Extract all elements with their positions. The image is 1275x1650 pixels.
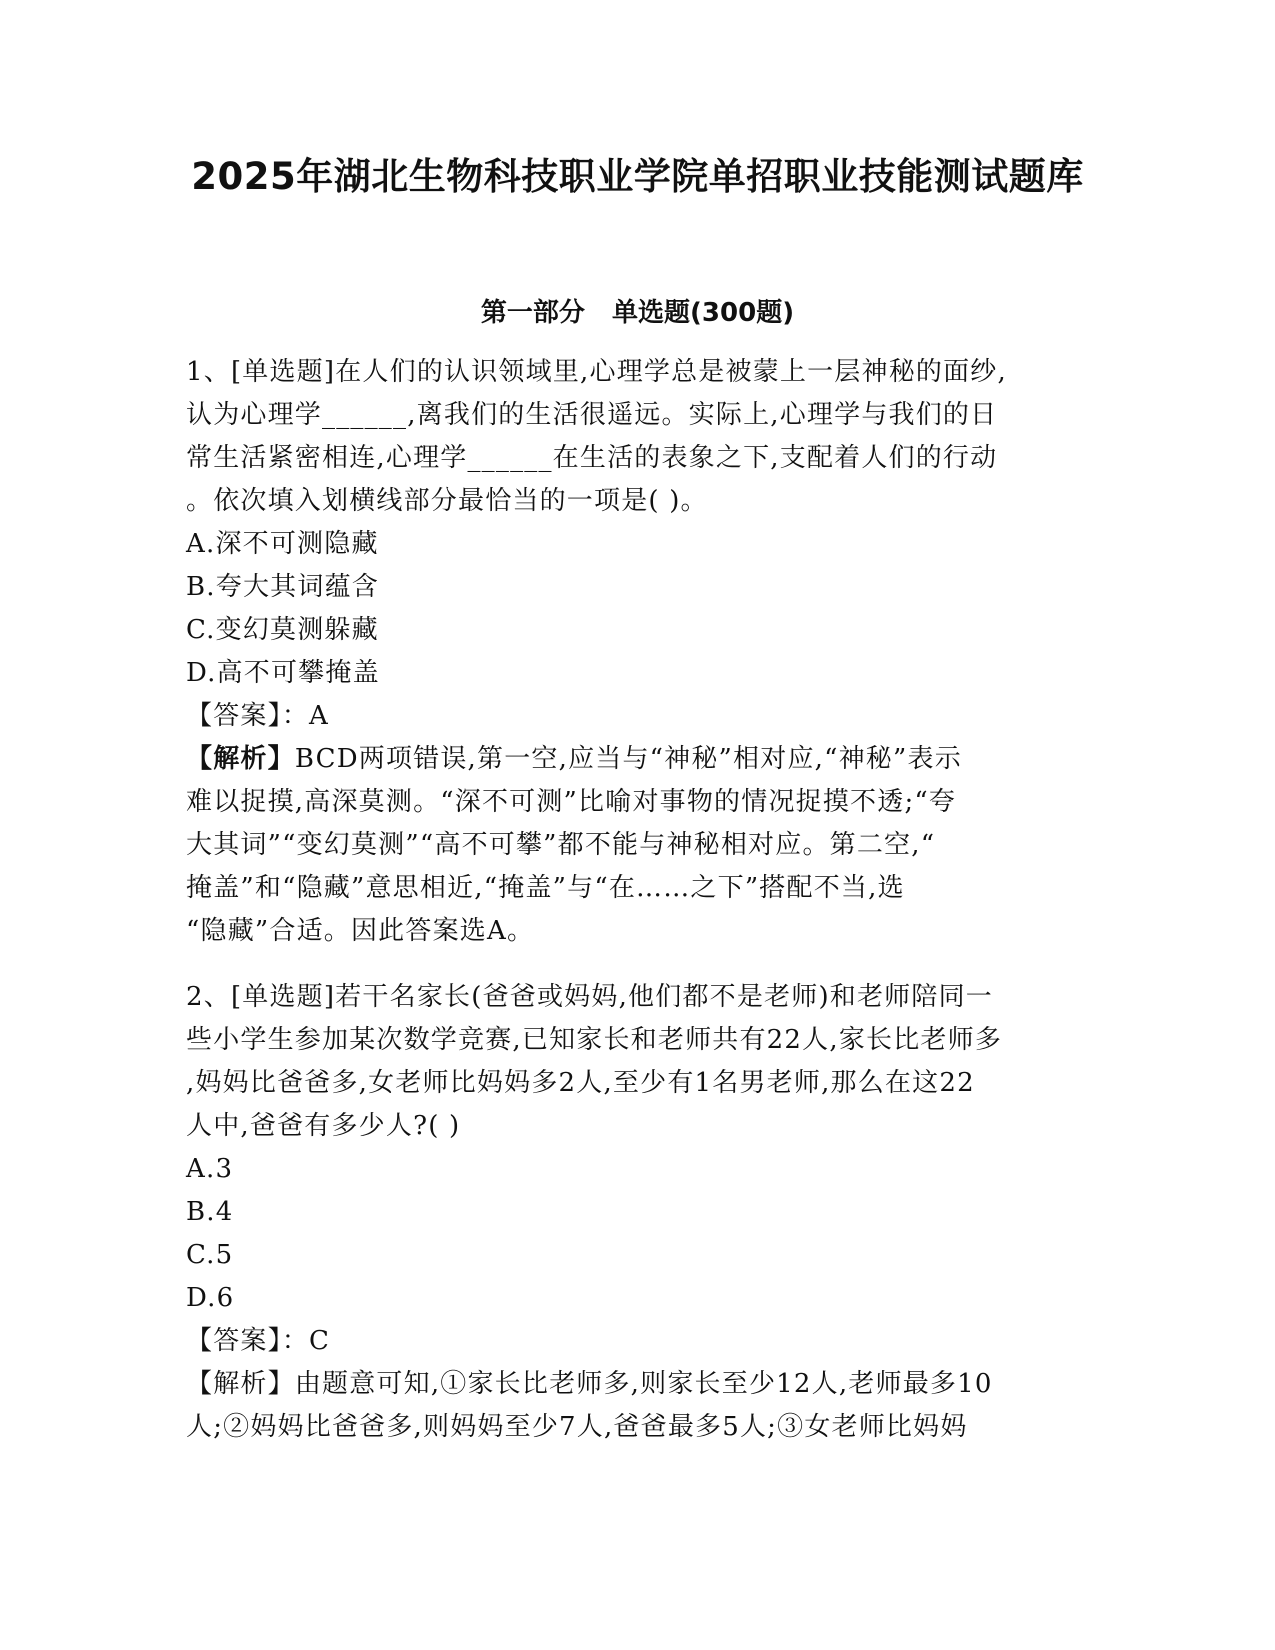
analysis-label: 【解析】 [186, 744, 295, 774]
answer-line [186, 1320, 1086, 1363]
option-c: C.5 [186, 1240, 234, 1270]
question-stem-line: 认为心理学______,离我们的生活很遥远。实际上,心理学与我们的日 [186, 400, 998, 430]
question-1 [186, 351, 1086, 953]
analysis-line: 大其词”“变幻莫测”“高不可攀”都不能与神秘相对应。第二空,“ [186, 830, 936, 860]
question-stem-line: ,妈妈比爸爸多,女老师比妈妈多2人,至少有1名男老师,那么在这22 [186, 1068, 975, 1098]
analysis-line: 掩盖”和“隐藏”意思相近,“掩盖”与“在……之下”搭配不当,选 [186, 873, 905, 903]
answer-label: 【答案】 [186, 701, 282, 731]
option-d: D.6 [186, 1283, 235, 1313]
analysis-label: 【解析】 [186, 1369, 295, 1399]
document-title: 2025年湖北生物科技职业学院单招职业技能测试题库 [191, 155, 1084, 198]
section-title: 第一部分 单选题(300题) [480, 298, 795, 328]
analysis-line [186, 738, 1086, 781]
option-a: A.3 [186, 1154, 234, 1184]
analysis-text: BCD两项错误,第一空,应当与“神秘”相对应,“神秘”表示 [294, 744, 962, 774]
answer-line [186, 695, 1086, 738]
analysis-line: “隐藏”合适。因此答案选A。 [186, 916, 535, 946]
analysis-line: 难以捉摸,高深莫测。“深不可测”比喻对事物的情况捉摸不透;“夸 [186, 787, 957, 817]
answer-label: 【答案】 [186, 1326, 282, 1356]
option-a: A.深不可测隐藏 [186, 529, 379, 559]
question-stem-line: 2、[单选题]若干名家长(爸爸或妈妈,他们都不是老师)和老师陪同一 [186, 982, 993, 1012]
option-b: B.夸大其词蕴含 [186, 572, 379, 602]
analysis-line: 人;②妈妈比爸爸多,则妈妈至少7人,爸爸最多5人;③女老师比妈妈 [186, 1412, 968, 1442]
question-stem-line: 常生活紧密相连,心理学______在生活的表象之下,支配着人们的行动 [186, 443, 998, 473]
analysis-text: 由题意可知,①家长比老师多,则家长至少12人,老师最多10 [294, 1369, 993, 1399]
question-stem-line: 。依次填入划横线部分最恰当的一项是( )。 [186, 486, 708, 516]
question-2 [186, 976, 1086, 1449]
option-b: B.4 [186, 1197, 234, 1227]
question-stem-line: 些小学生参加某次数学竞赛,已知家长和老师共有22人,家长比老师多 [186, 1025, 1003, 1055]
question-stem-line: 人中,爸爸有多少人?( ) [186, 1111, 461, 1141]
analysis-line [186, 1363, 1086, 1406]
answer-value: ：A [281, 701, 329, 731]
option-c: C.变幻莫测躲藏 [186, 615, 379, 645]
option-d: D.高不可攀掩盖 [186, 658, 380, 688]
answer-value: ：C [281, 1326, 331, 1356]
question-stem-line: 1、[单选题]在人们的认识领域里,心理学总是被蒙上一层神秘的面纱, [186, 357, 1007, 387]
